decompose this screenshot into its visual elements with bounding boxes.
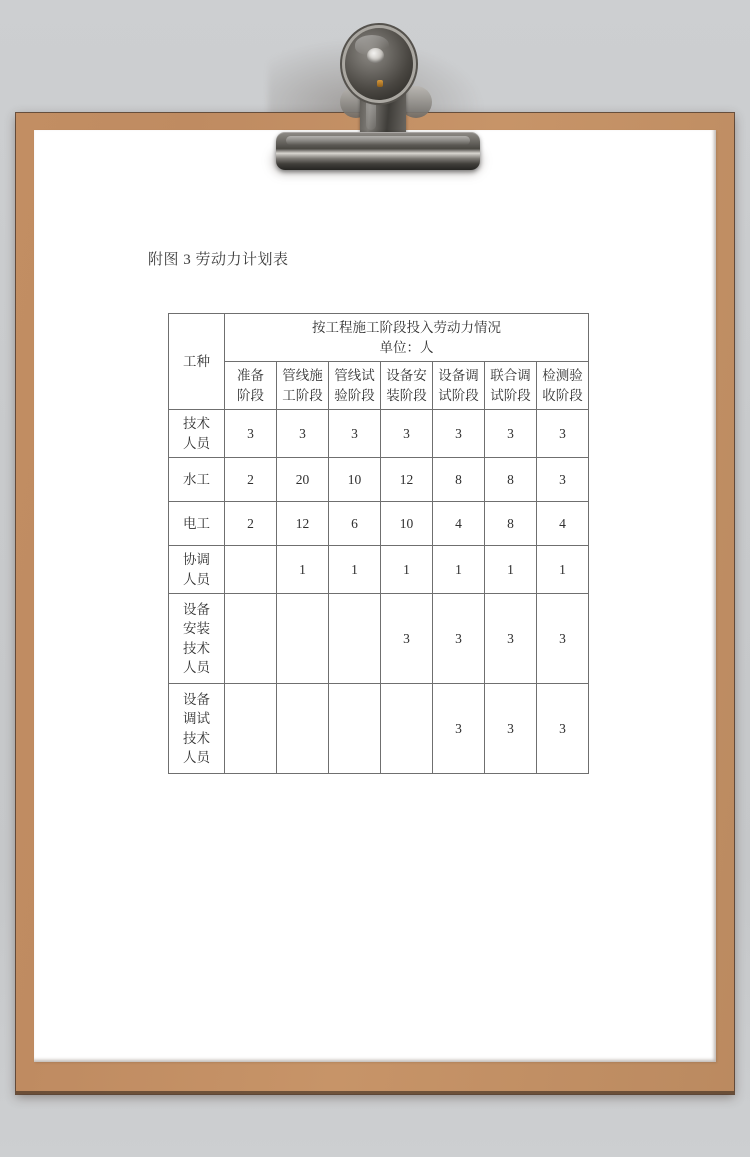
row-label-5-line4: 人员	[183, 659, 210, 675]
cell: 1	[537, 546, 589, 594]
header-phase-4-line2: 装阶段	[386, 387, 427, 403]
header-phase-1-line1: 准备	[237, 368, 264, 384]
cell: 10	[329, 458, 381, 502]
row-label-3-line1: 电工	[183, 515, 210, 531]
row-label-4	[169, 546, 225, 594]
labor-plan-table	[168, 313, 589, 774]
header-phase-3-line1: 管线试	[334, 368, 375, 384]
header-phase-5-line2: 试阶段	[438, 387, 479, 403]
header-phase-4	[381, 362, 433, 410]
cell: 3	[537, 458, 589, 502]
cell: 1	[381, 546, 433, 594]
row-label-6-line4: 人员	[183, 749, 210, 765]
table-head	[169, 314, 589, 410]
row-label-6-line1: 设备	[183, 692, 210, 708]
page-title: 附图 3 劳动力计划表	[148, 252, 289, 268]
cell: 6	[329, 502, 381, 546]
header-group-line2: 单位：人	[379, 339, 434, 355]
cell: 12	[277, 502, 329, 546]
cell: 1	[485, 546, 537, 594]
cell: 8	[485, 502, 537, 546]
header-phase-2-line2: 工阶段	[282, 387, 323, 403]
header-phase-7-line2: 收阶段	[542, 387, 583, 403]
cell: 10	[381, 502, 433, 546]
table-row	[169, 546, 589, 594]
cell: 3	[277, 410, 329, 458]
row-label-6-line2: 调试	[183, 711, 210, 727]
cell: 3	[537, 410, 589, 458]
cell: 3	[329, 410, 381, 458]
table-row	[169, 410, 589, 458]
cell: 3	[433, 410, 485, 458]
cell: 3	[537, 684, 589, 774]
table-row	[169, 502, 589, 546]
cell	[225, 594, 277, 684]
header-phase-6-line1: 联合调	[490, 368, 531, 384]
cell	[225, 684, 277, 774]
clip-barrel[interactable]	[345, 28, 413, 100]
cell	[225, 546, 277, 594]
header-phase-2-line1: 管线施	[282, 368, 323, 384]
cell: 3	[433, 684, 485, 774]
header-phase-7	[537, 362, 589, 410]
cell: 3	[225, 410, 277, 458]
cell: 2	[225, 458, 277, 502]
table-header-row-group	[169, 314, 589, 362]
cell: 2	[225, 502, 277, 546]
cell: 3	[537, 594, 589, 684]
row-label-5-line1: 设备	[183, 602, 210, 618]
table-row	[169, 684, 589, 774]
row-label-3	[169, 502, 225, 546]
cell: 4	[433, 502, 485, 546]
row-label-4-line1: 协调	[183, 552, 210, 568]
header-phase-7-line1: 检测验	[542, 368, 583, 384]
table-header-row-phases	[169, 362, 589, 410]
document-content	[148, 248, 608, 269]
cell	[277, 684, 329, 774]
clip-bar-highlight	[286, 136, 470, 145]
clip-press-bar[interactable]	[276, 132, 480, 170]
header-phase-1	[225, 362, 277, 410]
row-label-4-line2: 人员	[183, 571, 210, 587]
header-phase-1-line2: 阶段	[237, 387, 264, 403]
clip-hang-hole-icon	[367, 48, 384, 63]
row-label-5-line3: 技术	[183, 640, 210, 656]
header-phase-6	[485, 362, 537, 410]
header-phase-5-line1: 设备调	[438, 368, 479, 384]
cell: 3	[485, 410, 537, 458]
cell: 3	[433, 594, 485, 684]
header-group-line1: 按工程施工阶段投入劳动力情况	[312, 320, 502, 336]
cell: 8	[433, 458, 485, 502]
header-phase-5	[433, 362, 485, 410]
cell: 1	[277, 546, 329, 594]
cell	[277, 594, 329, 684]
row-label-6-line3: 技术	[183, 730, 210, 746]
header-group	[225, 314, 589, 362]
header-phase-3	[329, 362, 381, 410]
cell: 1	[433, 546, 485, 594]
table-body	[169, 410, 589, 774]
header-phase-4-line1: 设备安	[386, 368, 427, 384]
row-label-6	[169, 684, 225, 774]
header-phase-6-line2: 试阶段	[490, 387, 531, 403]
header-phase-2	[277, 362, 329, 410]
cell	[329, 594, 381, 684]
cell	[329, 684, 381, 774]
cell: 3	[485, 594, 537, 684]
cell: 8	[485, 458, 537, 502]
cell: 1	[329, 546, 381, 594]
row-label-5	[169, 594, 225, 684]
header-phase-3-line2: 验阶段	[334, 387, 375, 403]
row-label-1-line1: 技术	[183, 416, 210, 432]
cell	[381, 684, 433, 774]
row-label-1	[169, 410, 225, 458]
header-trade: 工种	[169, 314, 225, 410]
cell: 20	[277, 458, 329, 502]
row-label-2	[169, 458, 225, 502]
cell: 3	[485, 684, 537, 774]
cell: 12	[381, 458, 433, 502]
table-row	[169, 594, 589, 684]
cell: 3	[381, 410, 433, 458]
cell: 3	[381, 594, 433, 684]
table-row	[169, 458, 589, 502]
cell: 4	[537, 502, 589, 546]
row-label-5-line2: 安装	[183, 621, 210, 637]
clip-rivet-icon	[377, 80, 383, 87]
row-label-1-line2: 人员	[183, 435, 210, 451]
row-label-2-line1: 水工	[183, 471, 210, 487]
